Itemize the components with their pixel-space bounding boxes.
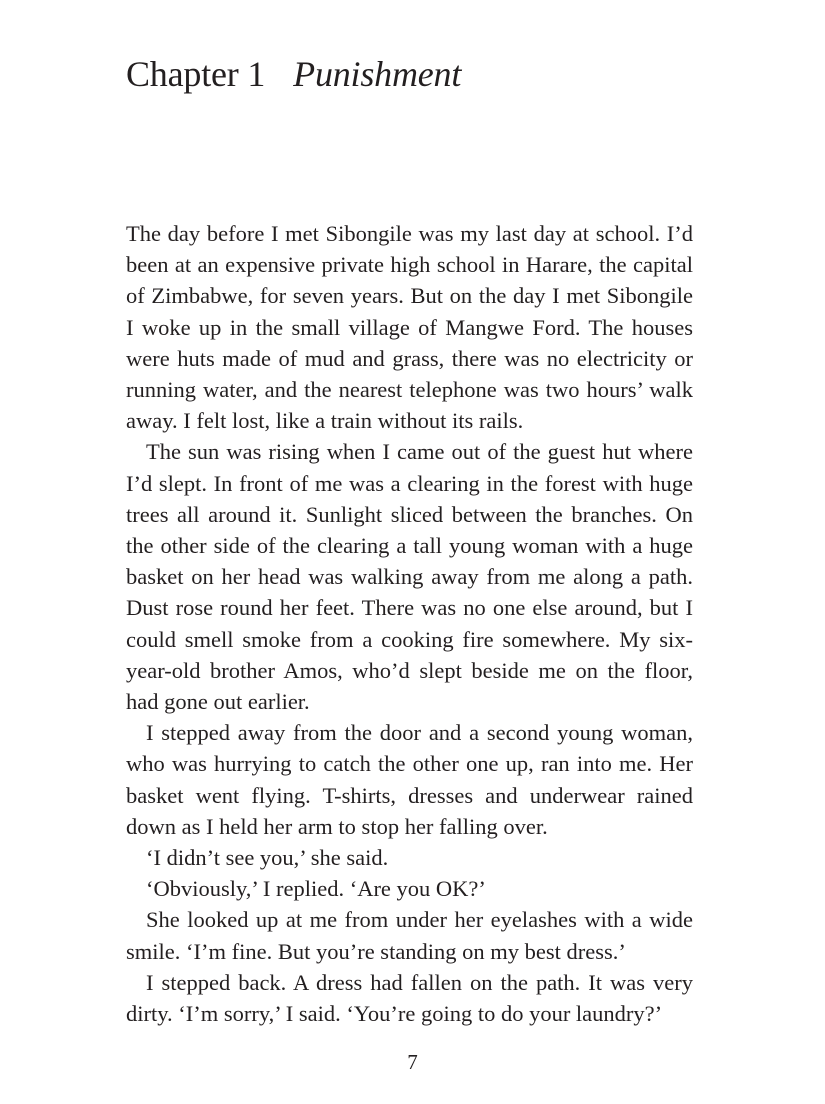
paragraph-3: I stepped away from the door and a second young woman, who was hurrying to catch the other one up, ran into me. Her basket went flying. T-shirts, dresses and underwear rained down as I held her arm to stop her falling over. (126, 720, 693, 839)
chapter-number: Chapter 1 (126, 54, 266, 94)
chapter-title: Punishment (293, 54, 462, 94)
paragraph-7: I stepped back. A dress had fallen on the path. It was very dirty. ‘I’m sorry,’ I said. ‘You’re going to do your laundry?’ (126, 969, 693, 1027)
paragraph-4: ‘I didn’t see you,’ she said. (146, 845, 389, 871)
paragraph-6: She looked up at me from under her eyelashes with a wide smile. ‘I’m fine. But you’re standing on my best dress.’ (126, 907, 693, 964)
paragraph-1: The day before I met Sibongile was my last day at school. I’d been at an expensive private high school in Harare, the capital of Zimbabwe, for seven years. But on the day I met Sibongile I woke up in the small village of Mangwe Ford. The houses were huts made of mud and grass, there was no electricity or running water, and the nearest telephone was two hours’ walk away. I felt lost, like a train without its rails. (126, 221, 693, 434)
paragraph-2: The sun was rising when I came out of the guest hut where I’d slept. In front of me was a clearing in the forest with huge trees all around it. Sunlight sliced between the branches. On the other side of the clearing a tall young woman with a huge basket on her head was walking away from me along a path. Dust rose round her feet. There was no one else around, but I could smell smoke from a cooking fire somewhere. My six-year-old brother Amos, who’d slept beside me on the floor, had gone out earlier. (126, 439, 693, 715)
page-number: 7 (407, 1050, 418, 1074)
paragraph-5: ‘Obviously,’ I replied. ‘Are you OK?’ (146, 876, 486, 902)
chapter-heading (126, 52, 461, 96)
chapter-body-text (126, 218, 693, 1029)
